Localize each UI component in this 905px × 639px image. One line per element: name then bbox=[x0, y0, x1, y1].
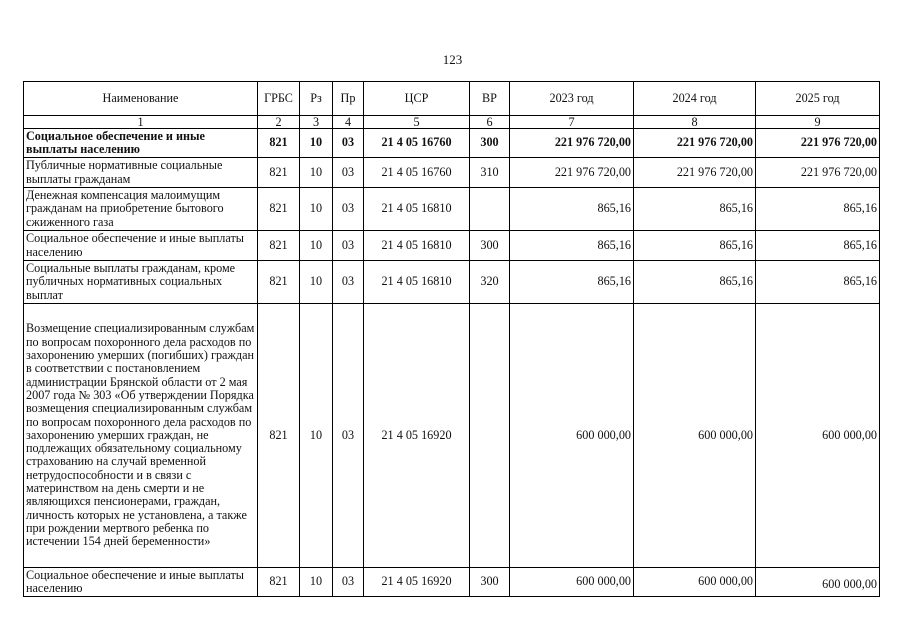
row-rz: 10 bbox=[300, 231, 333, 261]
row-pr: 03 bbox=[333, 188, 364, 231]
row-pr: 03 bbox=[333, 261, 364, 304]
row-csr: 21 4 05 16760 bbox=[364, 158, 470, 188]
table-row bbox=[24, 568, 880, 597]
column-number: 9 bbox=[756, 116, 880, 129]
row-name: Социальное обеспечение и иные выплаты населению bbox=[24, 231, 258, 261]
row-amount-2025: 600 000,00 bbox=[756, 568, 880, 597]
row-csr: 21 4 05 16760 bbox=[364, 129, 470, 158]
col-header-name: Наименование bbox=[24, 82, 258, 116]
row-amount-2023: 221 976 720,00 bbox=[510, 129, 634, 158]
header-row bbox=[24, 82, 880, 116]
table-row bbox=[24, 304, 880, 568]
row-vr: 310 bbox=[470, 158, 510, 188]
row-grbs: 821 bbox=[258, 129, 300, 158]
budget-table bbox=[23, 81, 880, 597]
table-row bbox=[24, 231, 880, 261]
table-row bbox=[24, 129, 880, 158]
row-amount-2023: 865,16 bbox=[510, 261, 634, 304]
row-amount-2023: 865,16 bbox=[510, 231, 634, 261]
column-number: 3 bbox=[300, 116, 333, 129]
row-pr: 03 bbox=[333, 158, 364, 188]
row-rz: 10 bbox=[300, 568, 333, 597]
row-amount-2024: 865,16 bbox=[634, 188, 756, 231]
row-grbs: 821 bbox=[258, 188, 300, 231]
row-pr: 03 bbox=[333, 129, 364, 158]
table-row bbox=[24, 188, 880, 231]
row-name: Публичные нормативные социальные выплаты гражданам bbox=[24, 158, 258, 188]
col-header-pr: Пр bbox=[333, 82, 364, 116]
row-pr: 03 bbox=[333, 231, 364, 261]
table-row bbox=[24, 261, 880, 304]
table-row bbox=[24, 158, 880, 188]
row-rz: 10 bbox=[300, 129, 333, 158]
row-grbs: 821 bbox=[258, 304, 300, 568]
col-header-2025: 2025 год bbox=[756, 82, 880, 116]
row-name: Социальное обеспечение и иные выплаты населению bbox=[24, 568, 258, 597]
row-grbs: 821 bbox=[258, 158, 300, 188]
row-amount-2025: 221 976 720,00 bbox=[756, 129, 880, 158]
row-csr: 21 4 05 16810 bbox=[364, 261, 470, 304]
row-name: Социальные выплаты гражданам, кроме публичных нормативных социальных выплат bbox=[24, 261, 258, 304]
row-amount-2024: 600 000,00 bbox=[634, 304, 756, 568]
row-pr: 03 bbox=[333, 304, 364, 568]
row-amount-2024: 221 976 720,00 bbox=[634, 129, 756, 158]
row-amount-2025: 865,16 bbox=[756, 188, 880, 231]
row-vr: 320 bbox=[470, 261, 510, 304]
col-header-vr: ВР bbox=[470, 82, 510, 116]
col-header-grbs: ГРБС bbox=[258, 82, 300, 116]
row-amount-2024: 865,16 bbox=[634, 261, 756, 304]
row-vr: 300 bbox=[470, 231, 510, 261]
column-number-row bbox=[24, 116, 880, 129]
col-header-rz: Рз bbox=[300, 82, 333, 116]
row-name: Денежная компенсация малоимущим гражданам на приобретение бытового сжиженного газа bbox=[24, 188, 258, 231]
col-header-csr: ЦСР bbox=[364, 82, 470, 116]
row-amount-2025: 600 000,00 bbox=[756, 304, 880, 568]
column-number: 4 bbox=[333, 116, 364, 129]
row-amount-2025: 865,16 bbox=[756, 261, 880, 304]
column-number: 2 bbox=[258, 116, 300, 129]
row-grbs: 821 bbox=[258, 568, 300, 597]
column-number: 1 bbox=[24, 116, 258, 129]
row-grbs: 821 bbox=[258, 261, 300, 304]
row-amount-2024: 600 000,00 bbox=[634, 568, 756, 597]
row-name: Социальное обеспечение и иные выплаты населению bbox=[24, 129, 258, 158]
column-number: 6 bbox=[470, 116, 510, 129]
row-rz: 10 bbox=[300, 304, 333, 568]
col-header-2024: 2024 год bbox=[634, 82, 756, 116]
column-number: 7 bbox=[510, 116, 634, 129]
row-vr bbox=[470, 304, 510, 568]
row-csr: 21 4 05 16810 bbox=[364, 188, 470, 231]
row-rz: 10 bbox=[300, 158, 333, 188]
page-number: 123 bbox=[442, 52, 463, 67]
row-amount-2023: 865,16 bbox=[510, 188, 634, 231]
column-number: 8 bbox=[634, 116, 756, 129]
row-amount-2025: 221 976 720,00 bbox=[756, 158, 880, 188]
col-header-2023: 2023 год bbox=[510, 82, 634, 116]
row-pr: 03 bbox=[333, 568, 364, 597]
row-amount-2025: 865,16 bbox=[756, 231, 880, 261]
row-vr: 300 bbox=[470, 129, 510, 158]
row-vr: 300 bbox=[470, 568, 510, 597]
row-amount-2023: 221 976 720,00 bbox=[510, 158, 634, 188]
row-csr: 21 4 05 16920 bbox=[364, 304, 470, 568]
row-amount-2023: 600 000,00 bbox=[510, 568, 634, 597]
column-number: 5 bbox=[364, 116, 470, 129]
row-name: Возмещение специализированным службам по вопросам похоронного дела расходов по захоронению умерших (погибших) граждан в соответствии с постановлением администрации Брянской области от 2 мая 2007 года № 303 «Об утверждении Порядка возмещения специализированным службам по вопросам похоронного дела расходов по захоронению умерших граждан, не подлежащих обязательному социальному страхованию на случай временной нетрудоспособности и в связи с материнством на день смерти и не являющихся пенсионерами, граждан, личность которых не установлена, а также при рождении мертвого ребенка по истечении 154 дней беременности» bbox=[24, 304, 258, 568]
row-csr: 21 4 05 16920 bbox=[364, 568, 470, 597]
row-amount-2024: 865,16 bbox=[634, 231, 756, 261]
row-rz: 10 bbox=[300, 188, 333, 231]
row-amount-2024: 221 976 720,00 bbox=[634, 158, 756, 188]
row-csr: 21 4 05 16810 bbox=[364, 231, 470, 261]
row-amount-2023: 600 000,00 bbox=[510, 304, 634, 568]
row-vr bbox=[470, 188, 510, 231]
row-rz: 10 bbox=[300, 261, 333, 304]
row-grbs: 821 bbox=[258, 231, 300, 261]
